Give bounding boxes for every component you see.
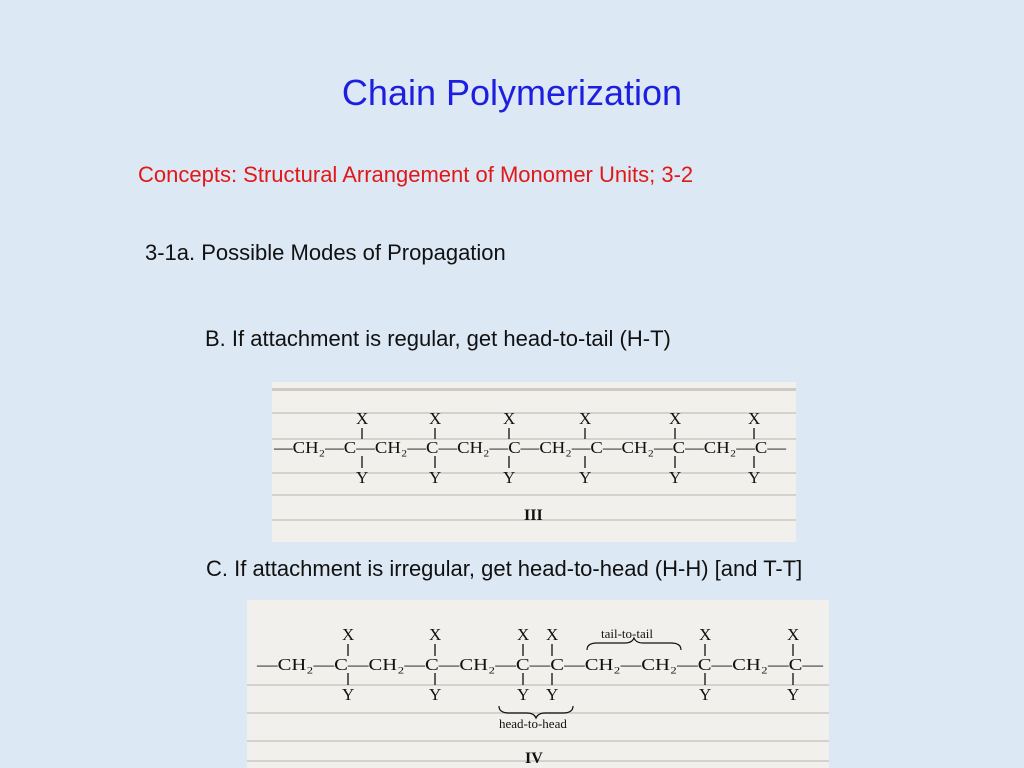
head-to-head-structure-image xyxy=(247,600,829,768)
substituent-y: Y xyxy=(429,468,442,487)
substituents-top-iv xyxy=(342,625,799,644)
substituent-y: Y xyxy=(517,685,530,704)
substituent-y: Y xyxy=(669,468,682,487)
substituent-x: X xyxy=(429,625,442,644)
substituent-x: X xyxy=(546,625,559,644)
case-c-text: C. If attachment is irregular, get head-to-head (H-H) [and T-T] xyxy=(206,556,803,581)
substituent-x: X xyxy=(748,409,761,428)
substituent-y: Y xyxy=(429,685,442,704)
section-heading: 3-1a. Possible Modes of Propagation xyxy=(145,240,506,265)
substituent-y: Y xyxy=(579,468,592,487)
concepts-line: Concepts: Structural Arrangement of Monomer Units; 3-2 xyxy=(138,162,694,187)
substituent-x: X xyxy=(669,409,682,428)
substituent-y: Y xyxy=(356,468,369,487)
substituent-x: X xyxy=(503,409,516,428)
structure-label-iv: IV xyxy=(525,750,543,767)
tail-to-tail-label: tail-to-tail xyxy=(601,626,653,641)
substituent-x: X xyxy=(787,625,800,644)
substituent-x: X xyxy=(517,625,530,644)
backbone-formula-iii: —CH₂—C—CH₂—C—CH₂—C—CH₂—C—CH₂—C—CH₂—C— xyxy=(272,438,788,457)
substituent-x: X xyxy=(579,409,592,428)
structure-iii-svg xyxy=(272,382,796,542)
substituent-x: X xyxy=(342,625,355,644)
substituent-y: Y xyxy=(748,468,761,487)
substituent-x: X xyxy=(429,409,442,428)
case-b-text: B. If attachment is regular, get head-to-tail (H-T) xyxy=(205,326,671,351)
substituent-y: Y xyxy=(699,685,712,704)
substituents-bottom-iii xyxy=(356,468,760,487)
substituents-bottom-iv xyxy=(342,685,799,704)
structure-label-iii: III xyxy=(524,507,543,524)
backbone-formula-iv: —CH₂—C—CH₂—C—CH₂—C—C—CH₂—CH₂—C—CH₂—C— xyxy=(255,655,825,674)
substituent-y: Y xyxy=(503,468,516,487)
head-to-head-label: head-to-head xyxy=(499,716,567,731)
substituent-x: X xyxy=(356,409,369,428)
structure-iv-svg xyxy=(247,600,829,768)
substituents-top-iii xyxy=(356,409,760,428)
slide-title: Chain Polymerization xyxy=(341,72,683,113)
substituent-y: Y xyxy=(787,685,800,704)
substituent-x: X xyxy=(699,625,712,644)
substituent-y: Y xyxy=(546,685,559,704)
head-to-tail-structure-image xyxy=(272,382,796,542)
substituent-y: Y xyxy=(342,685,355,704)
